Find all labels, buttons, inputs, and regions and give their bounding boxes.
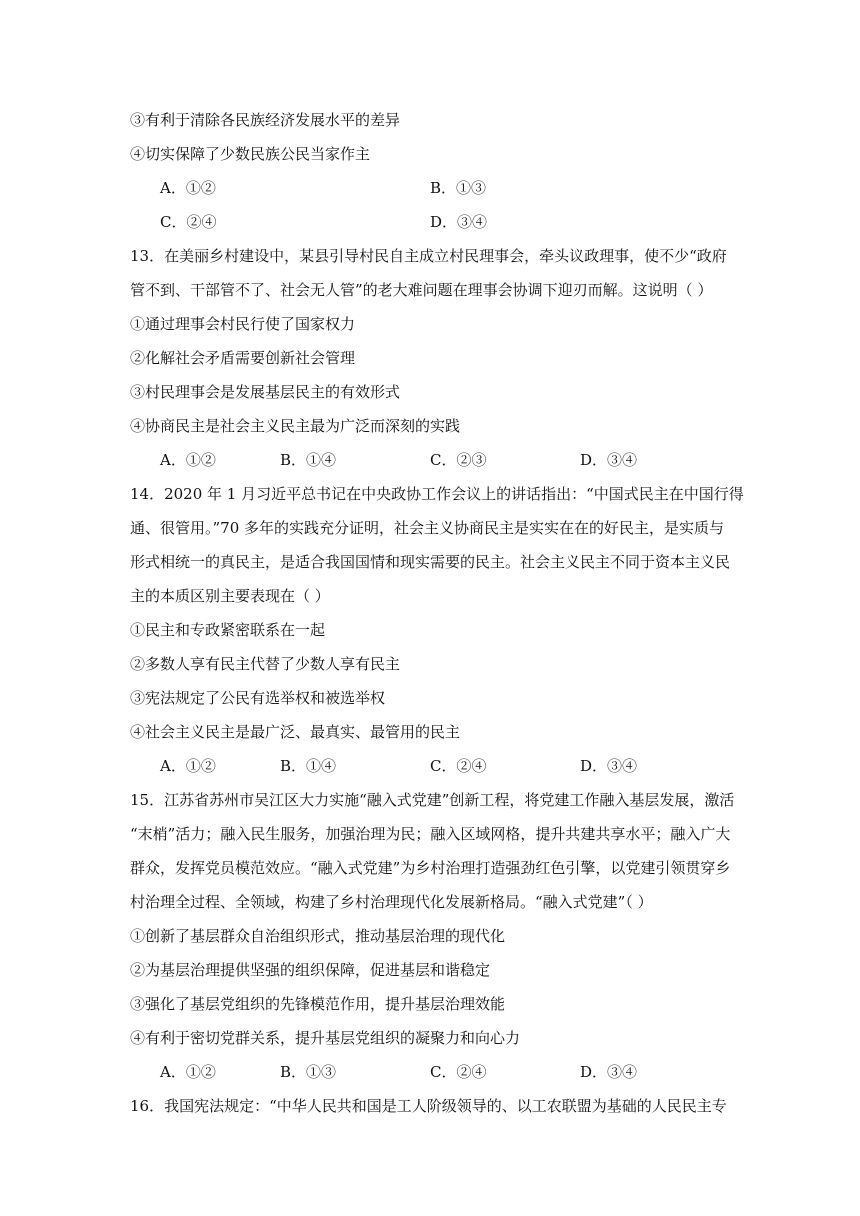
q13-item-4: ④协商民主是社会主义民主最为广泛而深刻的实践 — [130, 417, 461, 435]
q15-stem-line-1: 15．江苏省苏州市吴江区大力实施“融入式党建”创新工程，将党建工作融入基层发展，激活 — [130, 791, 735, 809]
q12-option-a: A．①② — [160, 179, 216, 197]
q14-option-a: A．①② — [160, 757, 216, 775]
q14-item-1: ①民主和专政紧密联系在一起 — [130, 621, 326, 639]
q14-option-b: B．①④ — [280, 757, 337, 775]
q15-option-c: C．②④ — [430, 1063, 487, 1081]
q14-stem-line-2: 通、很管用。”70 多年的实践充分证明，社会主义协商民主是实实在在的好民主，是实质与 — [130, 519, 725, 537]
q13-option-b: B．①④ — [280, 451, 337, 469]
q14-item-2: ②多数人享有民主代替了少数人享有民主 — [130, 655, 401, 673]
q13-item-3: ③村民理事会是发展基层民主的有效形式 — [130, 383, 401, 401]
q15-stem-line-3: 群众，发挥党员模范效应。“融入式党建”为乡村治理打造强劲红色引擎，以党建引领贯穿乡 — [130, 859, 731, 877]
q13-item-2: ②化解社会矛盾需要创新社会管理 — [130, 349, 356, 367]
q12-option-d: D．③④ — [430, 213, 488, 231]
q14-item-3: ③宪法规定了公民有选举权和被选举权 — [130, 689, 386, 707]
q13-item-1: ①通过理事会村民行使了国家权力 — [130, 315, 356, 333]
q12-option-c: C．②④ — [160, 213, 217, 231]
q15-option-a: A．①② — [160, 1063, 216, 1081]
q15-item-1: ①创新了基层群众自治组织形式，推动基层治理的现代化 — [130, 927, 506, 945]
q14-stem-line-1: 14．2020 年 1 月习近平总书记在中央政协工作会议上的讲话指出：“中国式民主在中国行得 — [130, 485, 744, 503]
q15-option-b: B．①③ — [280, 1063, 337, 1081]
q13-stem-line-1: 13．在美丽乡村建设中，某县引导村民自主成立村民理事会，牵头议政理事，使不少“政府 — [130, 247, 727, 265]
q16-stem-line-1: 16．我国宪法规定：“中华人民共和国是工人阶级领导的、以工农联盟为基础的人民民主专 — [130, 1097, 727, 1115]
q14-option-d: D．③④ — [580, 757, 638, 775]
q15-stem-line-4: 村治理全过程、全领域，构建了乡村治理现代化发展新格局。“融入式党建”（ ） — [130, 893, 653, 911]
q14-stem-line-3: 形式相统一的真民主，是适合我国国情和现实需要的民主。社会主义民主不同于资本主义民 — [130, 553, 731, 571]
q13-option-d: D．③④ — [580, 451, 638, 469]
q14-option-c: C．②④ — [430, 757, 487, 775]
q14-item-4: ④社会主义民主是最广泛、最真实、最管用的民主 — [130, 723, 461, 741]
q12-item-3: ③有利于清除各民族经济发展水平的差异 — [130, 111, 401, 129]
q15-stem-line-2: “末梢”活力；融入民生服务，加强治理为民；融入区域网格，提升共建共享水平；融入广大 — [130, 825, 731, 843]
q14-stem-line-4: 主的本质区别主要表现在（ ） — [130, 587, 330, 605]
q15-option-d: D．③④ — [580, 1063, 638, 1081]
q13-option-a: A．①② — [160, 451, 216, 469]
q15-item-3: ③强化了基层党组织的先锋模范作用，提升基层治理效能 — [130, 995, 506, 1013]
q12-option-b: B．①③ — [430, 179, 487, 197]
q13-option-c: C．②③ — [430, 451, 487, 469]
q15-item-2: ②为基层治理提供坚强的组织保障，促进基层和谐稳定 — [130, 961, 491, 979]
q13-stem-line-2: 管不到、干部管不了、社会无人管”的老大难问题在理事会协调下迎刃而解。这说明（ ） — [130, 281, 713, 299]
q12-item-4: ④切实保障了少数民族公民当家作主 — [130, 145, 371, 163]
q15-item-4: ④有利于密切党群关系，提升基层党组织的凝聚力和向心力 — [130, 1029, 521, 1047]
